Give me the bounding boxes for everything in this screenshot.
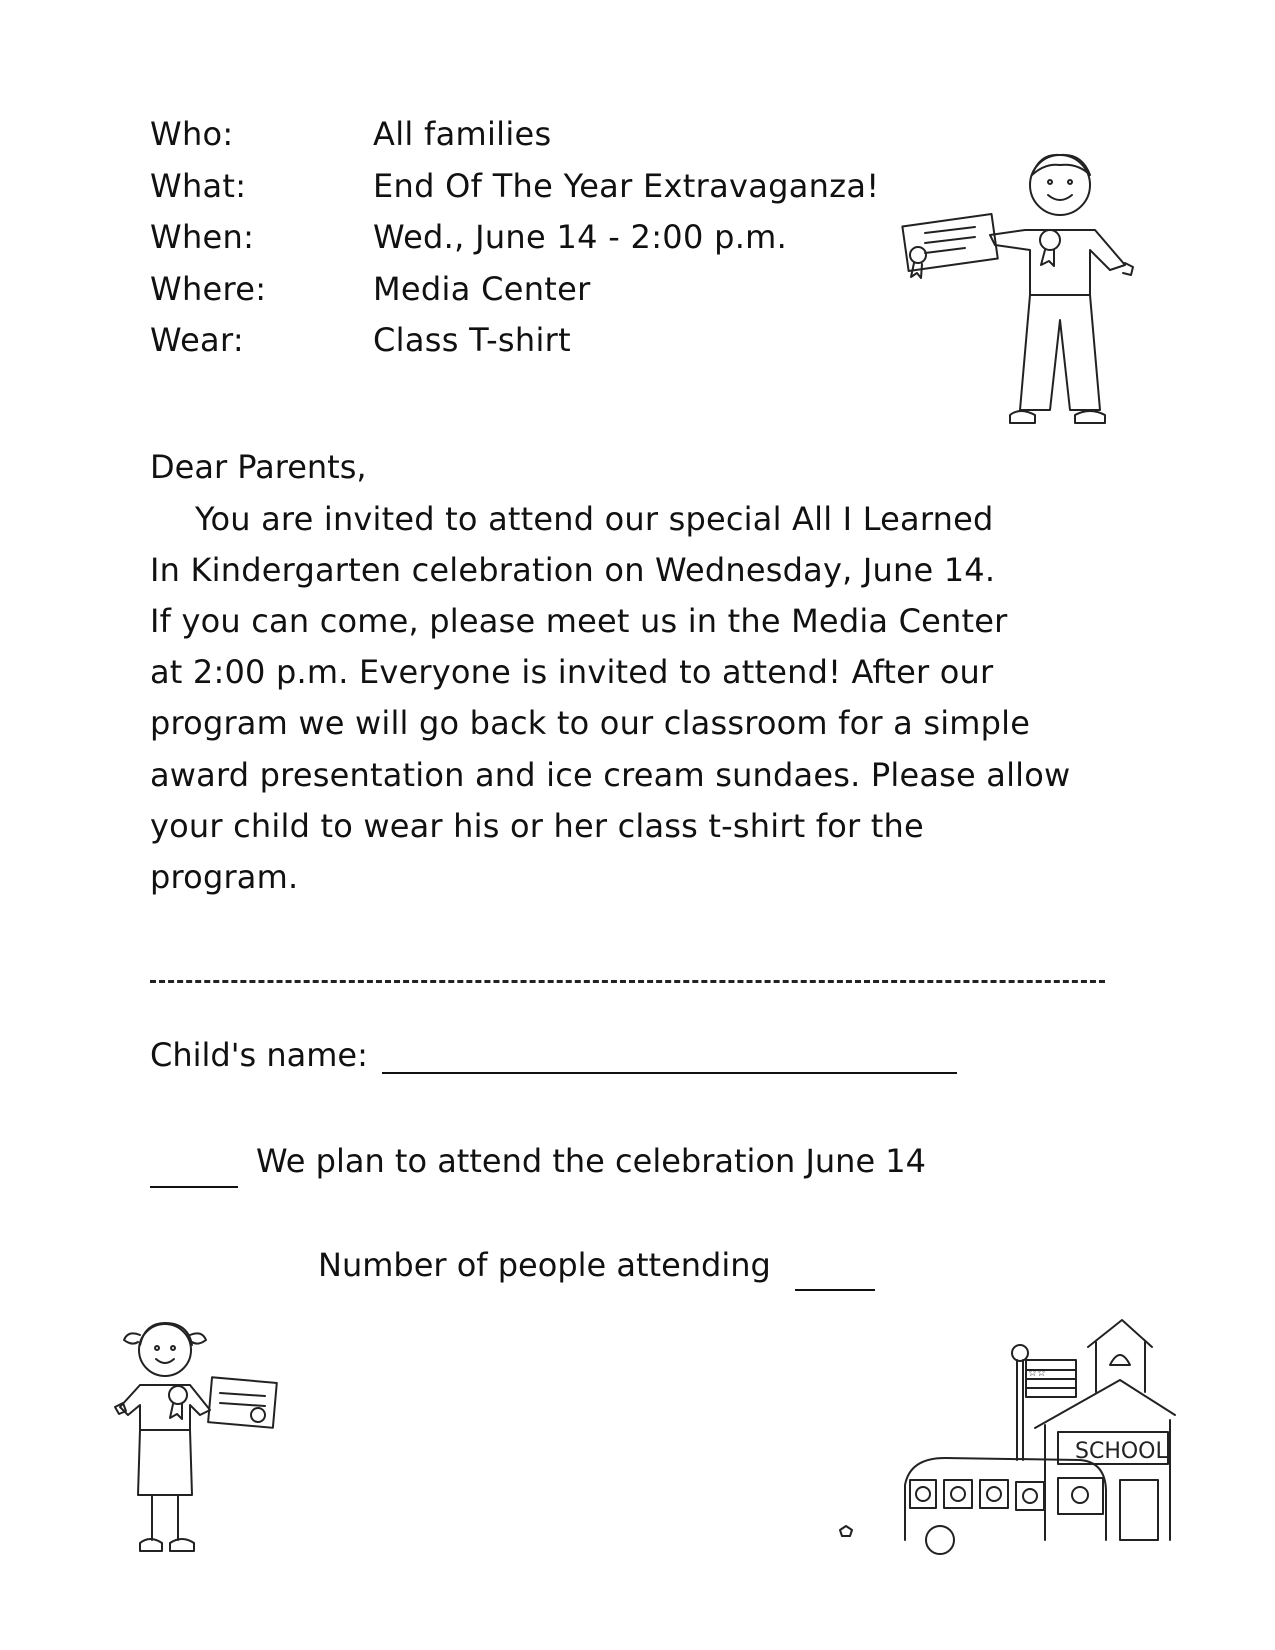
detail-value: Class T-shirt — [373, 321, 571, 359]
svg-text:☆☆: ☆☆ — [1028, 1368, 1046, 1379]
detail-value: Media Center — [373, 270, 591, 308]
attend-checkbox-blank[interactable] — [150, 1186, 238, 1188]
letter-line: program. — [150, 858, 299, 896]
letter-line: your child to wear his or her class t-shirt for the — [150, 807, 924, 845]
salutation: Dear Parents, — [150, 448, 367, 486]
letter-line: You are invited to attend our special All I Learned — [195, 500, 994, 538]
letter-line: If you can come, please meet us in the Media Center — [150, 602, 1008, 640]
child-name-row — [150, 1036, 368, 1074]
child-name-field[interactable] — [382, 1072, 957, 1074]
number-attending-label: Number of people attending — [318, 1246, 771, 1284]
detail-label: Where: — [150, 270, 267, 308]
detail-label: When: — [150, 218, 255, 256]
detail-value: Wed., June 14 - 2:00 p.m. — [373, 218, 788, 256]
school-and-bus-illustration — [830, 1250, 1170, 1540]
detail-value: All families — [373, 115, 552, 153]
cut-line-divider — [150, 980, 1105, 983]
letter-line: at 2:00 p.m. Everyone is invited to attend! After our — [150, 653, 994, 691]
detail-value: End Of The Year Extravaganza! — [373, 167, 880, 205]
school-sign-text: SCHOOL — [1075, 1439, 1168, 1464]
attend-label: We plan to attend the celebration June 14 — [256, 1142, 927, 1180]
boy-with-certificate-illustration — [900, 145, 1140, 435]
detail-label: Who: — [150, 115, 234, 153]
child-name-label: Child's name: — [150, 1036, 368, 1074]
detail-label: Wear: — [150, 321, 244, 359]
letter-line: award presentation and ice cream sundaes. Please allow — [150, 756, 1071, 794]
girl-with-certificate-illustration — [110, 1315, 300, 1575]
letter-line: In Kindergarten celebration on Wednesday, June 14. — [150, 551, 996, 589]
detail-label: What: — [150, 167, 247, 205]
letter-line: program we will go back to our classroom for a simple — [150, 704, 1031, 742]
